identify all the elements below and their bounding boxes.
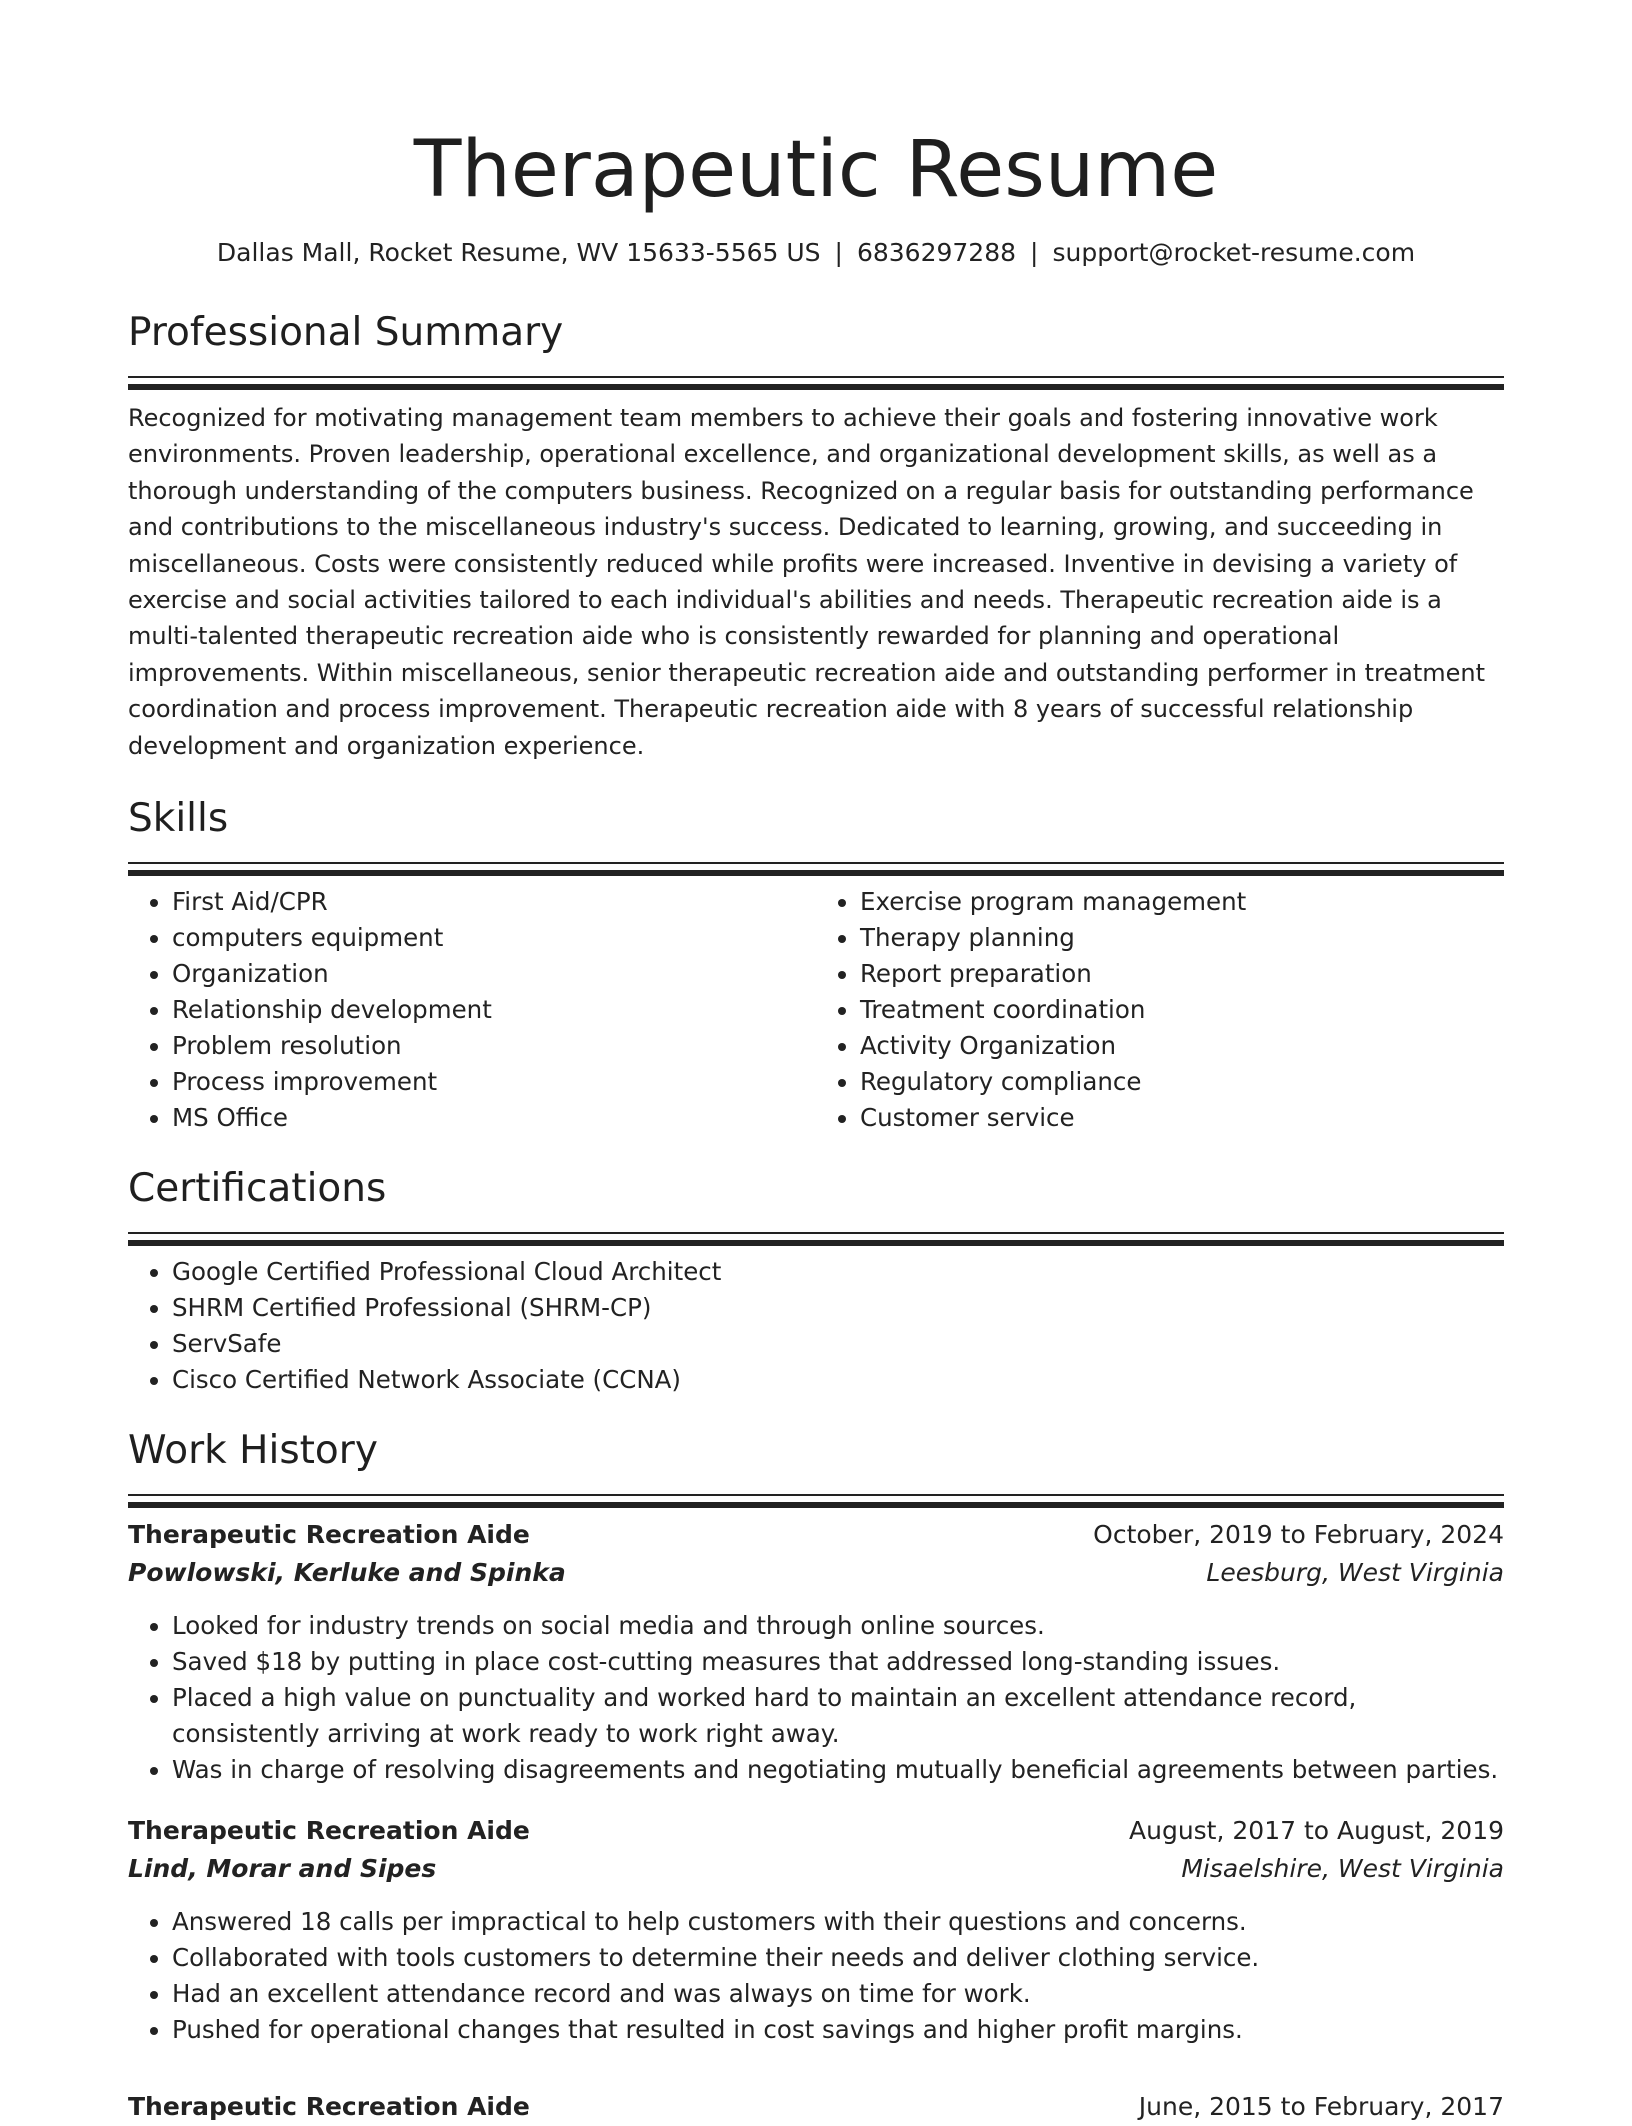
list-item: • First Aid/CPR (172, 884, 816, 920)
list-item: • Pushed for operational changes that resulted in cost savings and higher profit margins. (172, 2012, 1504, 2048)
list-item: • Answered 18 calls per impractical to help customers with their questions and concerns. (172, 1904, 1504, 1940)
section-divider (128, 1494, 1504, 1502)
skills-section (128, 794, 1504, 1136)
job-subheader (128, 1554, 1504, 1592)
list-item: • ServSafe (172, 1326, 1504, 1362)
list-item: • Organization (172, 956, 816, 992)
summary-section (128, 308, 1504, 764)
list-item: • Looked for industry trends on social media and through online sources. (172, 1608, 1504, 1644)
list-item: • Exercise program management (860, 884, 1504, 920)
job-dates: June, 2015 to February, 2017 (1138, 2092, 1504, 2122)
job-title: Therapeutic Recreation Aide (128, 1520, 530, 1550)
list-item: • Regulatory compliance (860, 1064, 1504, 1100)
list-item: • Activity Organization (860, 1028, 1504, 1064)
list-item: • Treatment coordination (860, 992, 1504, 1028)
skills-list-right (816, 884, 1504, 1136)
list-item: • Problem resolution (172, 1028, 816, 1064)
section-divider (128, 1232, 1504, 1240)
list-item: • Google Certified Professional Cloud Architect (172, 1254, 1504, 1290)
email-link[interactable]: support@rocket-resume.com (1052, 238, 1416, 267)
list-item: • Placed a high value on punctuality and worked hard to maintain an excellent attendance record, consistently arriving at work ready to work right away. (172, 1680, 1504, 1752)
list-item: • Customer service (860, 1100, 1504, 1136)
job-entry (128, 1516, 1504, 1788)
job-header (128, 1812, 1504, 1850)
resume-title: Therapeutic Resume (413, 125, 1219, 215)
job-bullets (128, 1904, 1504, 2048)
section-divider (128, 376, 1504, 384)
job-location: Misaelshire, West Virginia (1181, 1854, 1504, 1884)
job-entry (128, 1812, 1504, 2048)
skills-heading: Skills (128, 796, 229, 842)
list-item: • Was in charge of resolving disagreements and negotiating mutually beneficial agreements between parties. (172, 1752, 1504, 1788)
certifications-list (128, 1254, 1504, 1398)
job-header (128, 1516, 1504, 1554)
address: Dallas Mall, Rocket Resume, WV 15633-5565 US (216, 238, 821, 267)
contact-line (128, 236, 1504, 270)
summary-heading: Professional Summary (128, 310, 564, 355)
job-dates: October, 2019 to February, 2024 (1093, 1520, 1504, 1550)
job-header (128, 2088, 1504, 2126)
job-title: Therapeutic Recreation Aide (128, 1816, 530, 1846)
list-item: • Relationship development (172, 992, 816, 1028)
list-item: • Had an excellent attendance record and was always on time for work. (172, 1976, 1504, 2012)
certifications-heading: Certifications (128, 1166, 387, 1212)
certifications-section (128, 1164, 1504, 1398)
list-item: • Therapy planning (860, 920, 1504, 956)
phone: 6836297288 (856, 238, 1017, 267)
contact-separator: | (1030, 238, 1039, 267)
list-item: • MS Office (172, 1100, 816, 1136)
list-item: • Saved $18 by putting in place cost-cutting measures that addressed long-standing issues. (172, 1644, 1504, 1680)
job-subheader (128, 1850, 1504, 1888)
job-dates: August, 2017 to August, 2019 (1129, 1816, 1504, 1846)
list-item: • computers equipment (172, 920, 816, 956)
list-item: • Report preparation (860, 956, 1504, 992)
job-title: Therapeutic Recreation Aide (128, 2092, 530, 2122)
section-divider (128, 862, 1504, 870)
list-item: • Cisco Certified Network Associate (CCNA) (172, 1362, 1504, 1398)
list-item: • Process improvement (172, 1064, 816, 1100)
list-item: • Collaborated with tools customers to determine their needs and deliver clothing service. (172, 1940, 1504, 1976)
job-location: Leesburg, West Virginia (1206, 1558, 1504, 1588)
contact-separator: | (834, 238, 843, 267)
job-company: Powlowski, Kerluke and Spinka (128, 1558, 566, 1588)
work-section (128, 1426, 1504, 2126)
work-heading: Work History (128, 1428, 378, 1474)
job-entry (128, 2088, 1504, 2126)
list-item: • SHRM Certified Professional (SHRM-CP) (172, 1290, 1504, 1326)
resume-page (128, 0, 1504, 2126)
summary-text: Recognized for motivating management team members to achieve their goals and fostering innovative work environments. Proven leadership, operational excellence, and organizational development skills, as well as a thorough understanding of the computers business. Recognized on a regular basis for outstanding performance and contributions to the miscellaneous industry's success. Dedicated to learning, growing, and succeeding in miscellaneous. Costs were consistently reduced while profits were increased. Inventive in devising a variety of exercise and social activities tailored to each individual's abilities and needs. Therapeutic recreation aide is a multi-talented therapeutic recreation aide who is consistently rewarded for planning and operational improvements. Within miscellaneous, senior therapeutic recreation aide and outstanding performer in treatment coordination and process improvement. Therapeutic recreation aide with 8 years of successful relationship development and organization experience. (128, 404, 1485, 760)
job-company: Lind, Morar and Sipes (128, 1854, 437, 1884)
skills-columns (128, 884, 1504, 1136)
skills-list-left (128, 884, 816, 1136)
job-bullets (128, 1608, 1504, 1788)
